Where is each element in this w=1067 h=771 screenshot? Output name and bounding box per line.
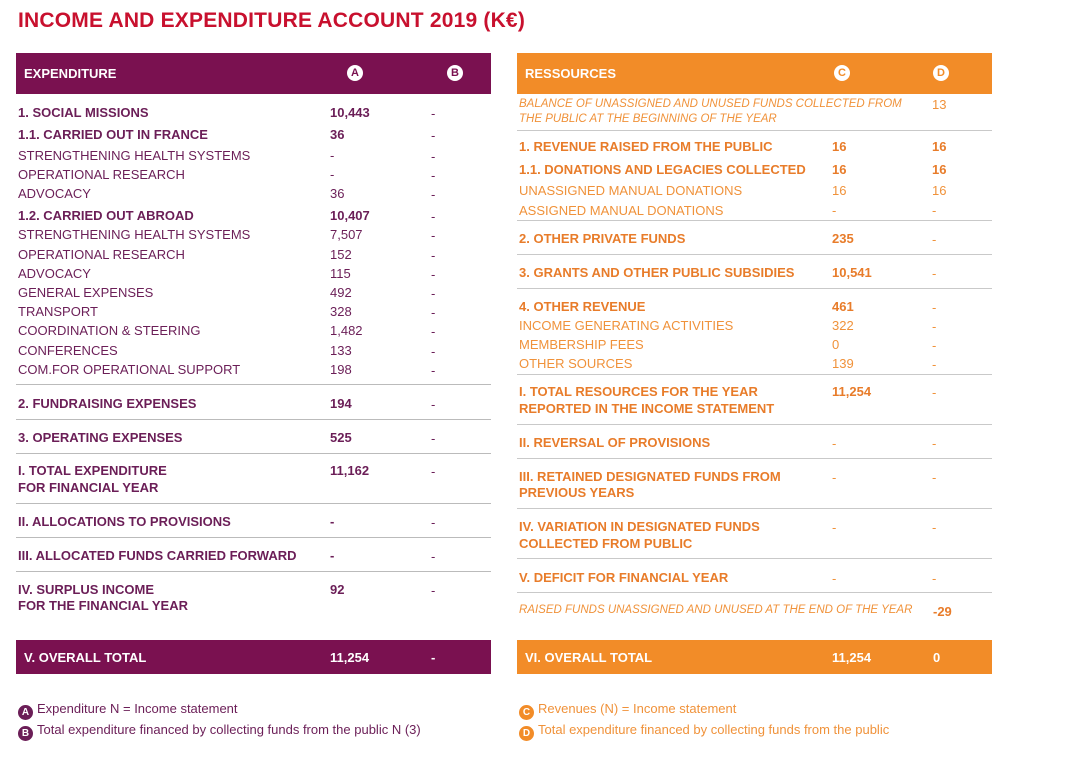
exp-row-b: -: [431, 209, 436, 224]
badge-c-icon: C: [834, 65, 850, 81]
badge-b-icon: B: [447, 65, 463, 81]
exp-row-b: -: [431, 549, 436, 564]
row-divider: [517, 130, 992, 131]
res-row-c: 139: [832, 356, 854, 371]
exp-row-a: 525: [330, 430, 352, 445]
res-row-d: 16: [932, 139, 947, 154]
res-row-d: -: [932, 319, 937, 334]
row-divider: [517, 558, 992, 559]
row-divider: [517, 458, 992, 459]
exp-row-b: -: [431, 583, 436, 598]
res-row-c: 0: [832, 337, 840, 352]
res-row-c: -: [832, 470, 837, 485]
exp-row-label: 1.1. CARRIED OUT IN FRANCE: [18, 127, 208, 142]
total-label: V. OVERALL TOTAL: [24, 650, 147, 665]
total-c: 11,254: [832, 650, 872, 665]
row-divider: [517, 508, 992, 509]
exp-row-b: -: [431, 363, 436, 378]
res-row-label: V. DEFICIT FOR FINANCIAL YEAR: [519, 570, 729, 585]
exp-row-b: -: [431, 248, 436, 263]
res-row-d: 16: [932, 183, 947, 198]
exp-row-a: 92: [330, 582, 345, 597]
res-row-d: 16: [932, 162, 947, 177]
balance-start-label: THE PUBLIC AT THE BEGINNING OF THE YEAR: [519, 113, 777, 125]
balance-start-label: BALANCE OF UNASSIGNED AND UNUSED FUNDS COLLECTED FROM: [519, 98, 902, 110]
exp-row-label: FOR THE FINANCIAL YEAR: [18, 598, 188, 613]
res-row-c: 16: [832, 183, 847, 198]
total-b: -: [431, 650, 436, 665]
badge-d-icon: D: [519, 726, 534, 741]
exp-row-b: -: [431, 305, 436, 320]
exp-row-a: -: [330, 167, 335, 182]
exp-row-b: -: [431, 168, 436, 183]
footnote-b: [18, 722, 421, 741]
badge-a-icon: A: [18, 705, 33, 720]
footnote-d: [519, 722, 889, 741]
row-divider: [517, 424, 992, 425]
res-row-c: 235: [832, 231, 854, 246]
resources-header: [517, 53, 992, 94]
res-row-c: 11,254: [832, 384, 872, 399]
exp-row-label: STRENGTHENING HEALTH SYSTEMS: [18, 227, 251, 242]
exp-row-b: -: [431, 515, 436, 530]
exp-row-a: 36: [330, 127, 345, 142]
res-row-label: UNASSIGNED MANUAL DONATIONS: [519, 183, 743, 198]
exp-row-label: FOR FINANCIAL YEAR: [18, 480, 159, 495]
exp-row-a: 152: [330, 247, 352, 262]
exp-row-a: 133: [330, 343, 352, 358]
exp-row-label: I. TOTAL EXPENDITURE: [18, 463, 167, 478]
res-row-label: 1. REVENUE RAISED FROM THE PUBLIC: [519, 139, 773, 154]
exp-row-a: 7,507: [330, 227, 363, 242]
exp-row-b: -: [431, 397, 436, 412]
exp-row-b: -: [431, 286, 436, 301]
expenditure-overall-total: [16, 640, 491, 674]
res-row-d: -: [932, 436, 937, 451]
exp-row-b: -: [431, 464, 436, 479]
total-a: 11,254: [330, 650, 370, 665]
exp-row-b: -: [431, 149, 436, 164]
row-divider: [517, 220, 992, 221]
exp-row-b: -: [431, 187, 436, 202]
res-row-label: OTHER SOURCES: [519, 356, 633, 371]
exp-row-label: III. ALLOCATED FUNDS CARRIED FORWARD: [18, 548, 297, 563]
res-row-d: -: [932, 357, 937, 372]
exp-row-label: OPERATIONAL RESEARCH: [18, 247, 185, 262]
res-row-c: -: [832, 203, 837, 218]
exp-row-a: -: [330, 548, 335, 563]
exp-row-label: 1. SOCIAL MISSIONS: [18, 105, 149, 120]
res-row-c: 461: [832, 299, 854, 314]
res-row-label: 3. GRANTS AND OTHER PUBLIC SUBSIDIES: [519, 265, 795, 280]
badge-b-icon: B: [18, 726, 33, 741]
res-row-d: -: [932, 520, 937, 535]
exp-row-a: -: [330, 514, 335, 529]
res-row-label: I. TOTAL RESOURCES FOR THE YEAR: [519, 384, 758, 399]
res-row-label: INCOME GENERATING ACTIVITIES: [519, 318, 734, 333]
res-row-label: REPORTED IN THE INCOME STATEMENT: [519, 401, 775, 416]
badge-c-icon: C: [519, 705, 534, 720]
exp-row-a: 328: [330, 304, 352, 319]
exp-row-b: -: [431, 128, 436, 143]
row-divider: [517, 374, 992, 375]
res-row-d: -: [932, 571, 937, 586]
res-row-label: PREVIOUS YEARS: [519, 485, 635, 500]
row-divider: [517, 592, 992, 593]
exp-row-a: 10,407: [330, 208, 370, 223]
exp-row-label: IV. SURPLUS INCOME: [18, 582, 155, 597]
exp-row-a: 198: [330, 362, 352, 377]
exp-row-b: -: [431, 106, 436, 121]
expenditure-header: [16, 53, 491, 94]
row-divider: [16, 571, 491, 572]
exp-row-a: 36: [330, 186, 345, 201]
res-row-c: -: [832, 436, 837, 451]
res-row-d: -: [932, 203, 937, 218]
exp-row-label: GENERAL EXPENSES: [18, 285, 154, 300]
res-row-d: -: [932, 266, 937, 281]
res-row-label: COLLECTED FROM PUBLIC: [519, 536, 693, 551]
total-d: 0: [933, 650, 941, 665]
exp-row-b: -: [431, 324, 436, 339]
exp-row-label: ADVOCACY: [18, 266, 91, 281]
row-divider: [16, 419, 491, 420]
balance-end-d: -29: [933, 604, 952, 619]
res-row-c: 16: [832, 139, 847, 154]
res-row-c: 322: [832, 318, 854, 333]
footnote-c: [519, 701, 736, 720]
resources-header-label: RESSOURCES: [525, 66, 617, 81]
res-row-label: 2. OTHER PRIVATE FUNDS: [519, 231, 686, 246]
res-row-d: -: [932, 385, 937, 400]
exp-row-label: 2. FUNDRAISING EXPENSES: [18, 396, 197, 411]
exp-row-a: -: [330, 148, 335, 163]
exp-row-label: COORDINATION & STEERING: [18, 323, 201, 338]
exp-row-label: 1.2. CARRIED OUT ABROAD: [18, 208, 194, 223]
exp-row-b: -: [431, 228, 436, 243]
res-row-c: 16: [832, 162, 847, 177]
footnote-b-text: Total expenditure financed by collecting funds from the public N (3): [37, 722, 421, 737]
footnote-a: [18, 701, 238, 720]
res-row-d: -: [932, 300, 937, 315]
res-row-c: 10,541: [832, 265, 872, 280]
footnote-d-text: Total expenditure financed by collecting funds from the public: [538, 722, 890, 737]
res-row-c: -: [832, 571, 837, 586]
row-divider: [517, 288, 992, 289]
exp-row-label: 3. OPERATING EXPENSES: [18, 430, 183, 445]
exp-row-a: 492: [330, 285, 352, 300]
exp-row-a: 10,443: [330, 105, 370, 120]
row-divider: [16, 384, 491, 385]
res-row-label: MEMBERSHIP FEES: [519, 337, 644, 352]
exp-row-label: CONFERENCES: [18, 343, 118, 358]
footnote-c-text: Revenues (N) = Income statement: [538, 701, 737, 716]
exp-row-b: -: [431, 344, 436, 359]
exp-row-a: 194: [330, 396, 352, 411]
exp-row-b: -: [431, 267, 436, 282]
row-divider: [16, 503, 491, 504]
row-divider: [517, 254, 992, 255]
balance-end-label: RAISED FUNDS UNASSIGNED AND UNUSED AT THE END OF THE YEAR: [519, 604, 913, 616]
row-divider: [16, 537, 491, 538]
exp-row-a: 115: [330, 266, 351, 281]
res-row-label: 4. OTHER REVENUE: [519, 299, 646, 314]
exp-row-label: ADVOCACY: [18, 186, 91, 201]
res-row-label: III. RETAINED DESIGNATED FUNDS FROM: [519, 469, 781, 484]
exp-row-label: OPERATIONAL RESEARCH: [18, 167, 185, 182]
row-divider: [16, 453, 491, 454]
balance-start-d: 13: [932, 97, 947, 112]
badge-d-icon: D: [933, 65, 949, 81]
res-row-label: IV. VARIATION IN DESIGNATED FUNDS: [519, 519, 760, 534]
res-row-d: -: [932, 338, 937, 353]
exp-row-label: STRENGTHENING HEALTH SYSTEMS: [18, 148, 251, 163]
res-row-label: II. REVERSAL OF PROVISIONS: [519, 435, 711, 450]
exp-row-b: -: [431, 431, 436, 446]
exp-row-a: 1,482: [330, 323, 363, 338]
exp-row-label: TRANSPORT: [18, 304, 98, 319]
res-row-d: -: [932, 232, 937, 247]
expenditure-header-label: EXPENDITURE: [24, 66, 117, 81]
total-label: VI. OVERALL TOTAL: [525, 650, 653, 665]
res-row-label: ASSIGNED MANUAL DONATIONS: [519, 203, 724, 218]
exp-row-a: 11,162: [330, 463, 370, 478]
badge-a-icon: A: [347, 65, 363, 81]
exp-row-label: COM.FOR OPERATIONAL SUPPORT: [18, 362, 241, 377]
footnote-a-text: Expenditure N = Income statement: [37, 701, 238, 716]
exp-row-label: II. ALLOCATIONS TO PROVISIONS: [18, 514, 231, 529]
resources-overall-total: [517, 640, 992, 674]
res-row-label: 1.1. DONATIONS AND LEGACIES COLLECTED: [519, 162, 806, 177]
res-row-c: -: [832, 520, 837, 535]
page-title: INCOME AND EXPENDITURE ACCOUNT 2019 (K€): [18, 9, 526, 32]
res-row-d: -: [932, 470, 937, 485]
